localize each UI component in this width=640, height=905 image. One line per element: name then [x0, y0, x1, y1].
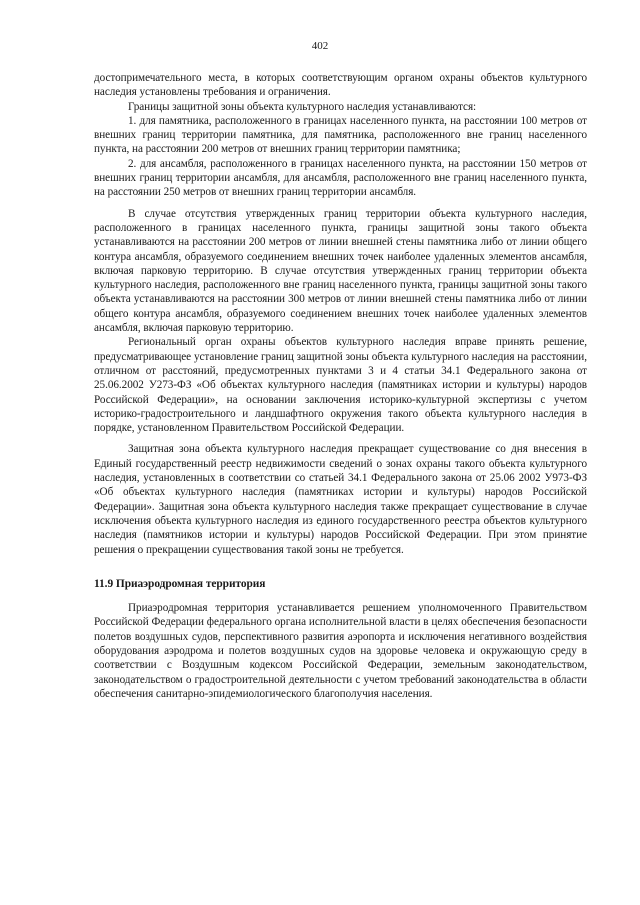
paragraph-absent-boundaries: В случае отсутствия утвержденных границ территории объекта культурного наследия, расположенного в границах населенного пункта, границы защитной зоны такого объекта устанавливаются на расстоянии 200 метров от линии внешней стены памятника либо от линии общего контура ансамбля, образуемого соединением внешних точек наиболее удаленных элементов ансамбля, включая парковую территорию. В случае отсутствия утвержденных границ территории объекта культурного наследия, расположенного вне границ населенного пункта, границы защитной зоны такого объекта устанавливаются на расстоянии 300 метров от линии внешней стены памятника либо от линии общего контура ансамбля, образуемого соединением внешних точек наиболее удаленных элементов ансамбля, включая парковую территорию. — [94, 207, 587, 335]
paragraph-boundaries-intro: Границы защитной зоны объекта культурного наследия устанавливаются: — [128, 100, 477, 113]
paragraph-zone-termination: Защитная зона объекта культурного наследия прекращает существование со дня внесения в Единый государственный реестр недвижимости сведений о зонах охраны такого объекта культурного наследия, установленных в соответствии со статьей 34.1 Федерального закона от 25.06 2002 У973-ФЗ «Об объектах культурного наследия (памятниках истории и культуры) народов Российской Федерации». Защитная зона объекта культурного наследия также прекращает существование в случае исключения объекта культурного наследия из единого государственного реестра объектов культурного наследия (памятников истории и культуры) народов Российской Федерации. При этом принятие решения о прекращении существования такой зоны не требуется. — [94, 443, 587, 556]
document-body — [94, 71, 587, 701]
page-number: 402 — [311, 40, 329, 52]
paragraph-regional-authority: Региональный орган охраны объектов культурного наследия вправе принять решение, предусматривающее установление границ защитной зоны объекта культурного наследия на расстоянии, отличном от расстояний, предусмотренных пунктами 3 и 4 статьи 34.1 Федерального закона от 25.06.2002 У273-ФЗ «Об объектах культурного наследия (памятниках истории и культуры) народов Российской Федерации», на основании заключения историко-культурной экспертизы с учетом историко-градостроительного и ландшафтного окружения такого объекта культурного наследия в порядке, установленном Правительством Российской Федерации. — [94, 336, 587, 435]
section-heading: 11.9 Приаэродромная территория — [94, 577, 266, 590]
paragraph-airfield-territory: Приаэродромная территория устанавливается решением уполномоченного Правительством Российской Федерации федерального органа исполнительной власти в целях обеспечения безопасности полетов воздушных судов, перспективного развития аэропорта и исключения негативного воздействия оборудования аэродрома и полетов воздушных судов на здоровье человека и окружающую среду в соответствии с Воздушным кодексом Российской Федерации, земельным законодательством, законодательством о градостроительной деятельности с учетом требований законодательства в области обеспечения санитарно-эпидемиологического благополучия населения. — [94, 602, 587, 700]
paragraph-item-2: 2. для ансамбля, расположенного в границах населенного пункта, на расстоянии 150 метров от внешних границ территории ансамбля, для ансамбля, расположенного вне границ населенного пункта, на расстоянии 250 метров от внешних границ территории ансамбля. — [94, 157, 587, 199]
paragraph-continuation: достопримечательного места, в которых соответствующим органом охраны объектов культурного наследия установлены требования и ограничения. — [94, 72, 587, 99]
paragraph-item-1: 1. для памятника, расположенного в границах населенного пункта, на расстоянии 100 метров от внешних границ территории памятника, для памятника, расположенного вне границ населенного пункта, на расстоянии 200 метров от внешних границ территории памятника; — [94, 114, 587, 156]
